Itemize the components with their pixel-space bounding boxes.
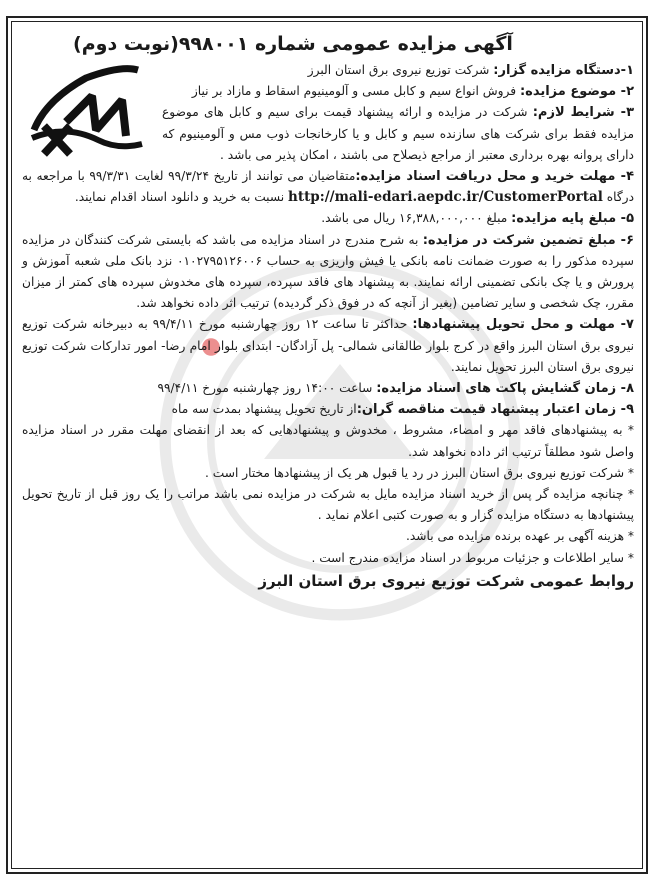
item-9-text: از تاریخ تحویل پیشنهاد بمدت سه ماه <box>171 402 357 417</box>
item-6-head: ۶- مبلغ تضمین شرکت در مزایده: <box>422 232 634 248</box>
note-item: * هزینه آگهی بر عهده برنده مزایده می باشد. <box>406 529 634 544</box>
item-6-text: به شرح مندرج در اسناد مزایده می باشد که بایستی شرکت کنندگان در مزایده سپرده مذکور را به صورت ضمانت نامه بانکی یا فیش واریزی به حساب ۰۱۰۲۷۹۵۱۲۶۰۰۶ نزد بانک ملی شعبه آموزش و پرورش و یا چک بانکی تضمینی ارائه نمایند. به پیشنهاد های فاقد سپرده، سپرده های مخدوش سپرده های کمتر از میزان مقرر، چک شخصی و سایر تضامین (بغیر از آنچه که در فوق ذکر گردیده) ترتیب اثر داده نخواهد شد. <box>22 232 635 311</box>
item-2-head: ۲- موضوع مزایده: <box>519 84 634 100</box>
customer-portal-link[interactable]: http://mali-edari.aepdc.ir/CustomerPortal <box>288 189 603 206</box>
item-5-text: مبلغ ۱۶,۳۸۸,۰۰۰,۰۰۰ ریال می باشد. <box>321 211 512 226</box>
note-item: * سایر اطلاعات و جزئیات مربوط در اسناد مزایده مندرج است . <box>311 550 634 565</box>
item-8-head: ۸- زمان گشایش پاکت های اسناد مزایده: <box>376 381 634 397</box>
item-2-text: فروش انواع سیم و کابل مسی و آلومینیوم اسقاط و مازاد بر نیاز <box>191 84 520 99</box>
item-4-text: متقاضیان می توانند از تاریخ ۹۹/۳/۲۴ لغایت ۹۹/۳/۳۱ با مراجعه به درگاه <box>22 169 634 205</box>
item-8 <box>22 378 634 399</box>
note-item: * شرکت توزیع نیروی برق استان البرز در رد یا قبول هر یک از پیشنهادها مختار است . <box>205 465 634 480</box>
item-3 <box>162 102 634 166</box>
item-4 <box>22 166 634 208</box>
note-item: * به پیشنهادهای فاقد مهر و امضاء، مشروط ، مخدوش و پیشنهادهایی که بعد از انقضای مهلت مقرر در اسناد مزایده واصل شود مطلقاً ترتیب اثر داده نخواهد شد. <box>22 423 634 459</box>
item-1-head: ۱-دستگاه مزایده گزار: <box>493 63 634 78</box>
ad-content <box>22 30 634 592</box>
item-1 <box>162 60 634 81</box>
ad-footer-signature: روابط عمومی شرکت توزیع نیروی برق استان البرز <box>258 571 634 590</box>
ad-title: آگهی مزایده عمومی شماره ۹۹۸۰۰۱(نوبت دوم) <box>73 33 513 55</box>
item-7 <box>22 314 634 378</box>
item-8-text: ساعت ۱۴:۰۰ روز چهارشنبه مورخ ۹۹/۴/۱۱ <box>157 381 377 396</box>
item-3-head: ۳- شرایط لازم: <box>532 105 635 121</box>
item-6 <box>22 230 634 315</box>
item-4-head: ۴- مهلت خرید و محل دریافت اسناد مزایده: <box>355 169 634 185</box>
item-3-text: شرکت در مزایده و ارائه پیشنهاد قیمت برای سیم و کابل های موضوع مزایده فقط برای شرکت های سازنده سیم و کابل و یا کارخانجات ذوب مس و آلومینیوم که دارای پروانه بهره برداری معتبر از مراجع ذیصلاح می باشند ، امکان پذیر می باشد . <box>162 105 634 162</box>
item-4-text2: نسبت به خرید و دانلود اسناد اقدام نمایند. <box>74 190 289 205</box>
item-2 <box>162 81 634 102</box>
item-1-text: شرکت توزیع نیروی برق استان البرز <box>307 63 494 77</box>
item-9-head: ۹- زمان اعتبار پیشنهاد قیمت مناقصه گران: <box>356 402 634 418</box>
note-item: * چنانچه مزایده گر پس از خرید اسناد مزایده مایل به شرکت در مزایده نمی باشد مراتب را یک روز قبل از تاریخ تحویل پیشنهادها به دستگاه مزایده گزار و به صورت کتبی اعلام نماید . <box>22 487 634 523</box>
item-7-text: حداکثر تا ساعت ۱۲ روز چهارشنبه مورخ ۹۹/۴/۱۱ به دبیرخانه شرکت توزیع نیروی برق استان البرز واقع در کرج بلوار طالقانی شمالی- پل آزادگان- ابتدای بلوار امام رضا- امور تدارکات شرکت توزیع نیروی برق استان البرز تحویل نمایند. <box>22 317 634 374</box>
item-9 <box>22 399 634 420</box>
item-7-head: ۷- مهلت و محل تحویل پیشنهادها: <box>412 317 634 333</box>
item-5-head: ۵- مبلغ پایه مزایده: <box>511 211 634 227</box>
item-5 <box>22 208 634 229</box>
